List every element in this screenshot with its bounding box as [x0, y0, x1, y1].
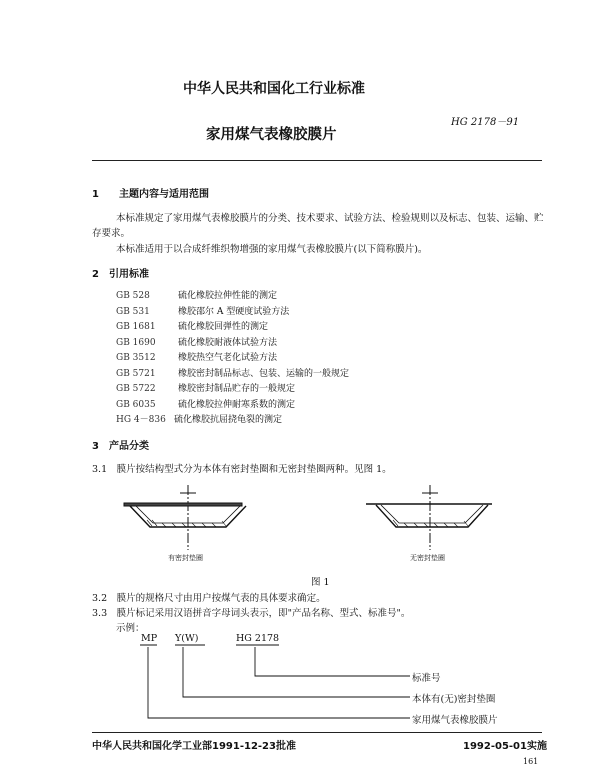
reference-title: 硫化橡胶抗屈挠龟裂的测定 [174, 415, 283, 425]
reference-title: 橡胶邵尔 A 型硬度试验方法 [178, 306, 290, 317]
reference-code: GB 3512 [116, 353, 156, 363]
figure-left-label: 有密封垫圈 [168, 554, 203, 562]
reference-code: GB 1690 [116, 337, 156, 348]
example-label: 示例： [116, 623, 145, 634]
diaphragm-without-seal-drawing [366, 485, 492, 550]
mark-type-code: Y(W) [175, 633, 199, 644]
figure-right-label: 无密封垫圈 [410, 554, 445, 562]
reference-code: GB 6035 [116, 399, 156, 410]
reference-code: GB 5722 [116, 384, 156, 394]
marking-leader-lines [140, 645, 410, 718]
reference-title: 硫化橡胶回弹性的测定 [178, 322, 269, 332]
reference-title: 硫化橡胶耐液体试验方法 [178, 337, 278, 348]
clause-3-3: 3.3 膜片标记采用汉语拼音字母词头表示，即"产品名称、型式、标准号"。 [92, 608, 411, 619]
leader-label-product-name: 家用煤气表橡胶膜片 [412, 715, 498, 726]
section-1-heading: 1 主题内容与适用范围 [92, 189, 209, 200]
reference-code: GB 531 [116, 306, 150, 317]
reference-title: 橡胶密封制品贮存的一般规定 [178, 384, 296, 394]
document-title: 家用煤气表橡胶膜片 [206, 127, 337, 143]
reference-title: 硫化橡胶拉伸耐寒系数的测定 [178, 399, 296, 410]
reference-title: 橡胶密封制品标志、包装、运输的一般规定 [178, 368, 350, 379]
clause-3-2: 3.2 膜片的规格尺寸由用户按煤气表的具体要求确定。 [92, 593, 326, 604]
mark-standard-code: HG 2178 [236, 633, 280, 644]
figure-caption: 图 1 [311, 577, 330, 588]
reference-title: 硫化橡胶拉伸性能的测定 [178, 291, 278, 301]
leader-label-standard-number: 标准号 [412, 673, 441, 684]
reference-code: HG 4－836 [116, 415, 166, 425]
section-1-paragraph-1-line-2: 存要求。 [92, 228, 131, 239]
footer-rule [92, 732, 542, 733]
approval-statement: 中华人民共和国化学工业部1991-12-23批准 [92, 741, 296, 752]
diaphragm-with-seal-drawing [124, 485, 246, 550]
reference-code: GB 5721 [116, 368, 156, 379]
section-3-heading: 3 产品分类 [92, 441, 149, 452]
issuing-authority-title: 中华人民共和国化工行业标准 [183, 81, 365, 97]
reference-code: GB 528 [116, 291, 150, 301]
section-1-paragraph-1-line-1: 本标准规定了家用煤气表橡胶膜片的分类、技术要求、试验方法、检验规则以及标志、包装、运输、贮 [116, 213, 544, 224]
page-number: 161 [523, 757, 539, 766]
reference-title: 橡胶热空气老化试验方法 [178, 353, 278, 363]
clause-3-1: 3.1 膜片按结构型式分为本体有密封垫圈和无密封垫圈两种。见图 1。 [92, 464, 392, 475]
section-1-paragraph-2: 本标准适用于以合成纤维织物增强的家用煤气表橡胶膜片(以下简称膜片)。 [116, 244, 428, 255]
leader-label-seal-type: 本体有(无)密封垫圈 [412, 694, 496, 705]
effective-date: 1992-05-01实施 [463, 741, 547, 752]
section-2-heading: 2 引用标准 [92, 269, 149, 280]
mark-product-code: MP [141, 633, 158, 644]
reference-code: GB 1681 [116, 322, 156, 332]
standard-number: HG 2178－91 [451, 117, 520, 128]
